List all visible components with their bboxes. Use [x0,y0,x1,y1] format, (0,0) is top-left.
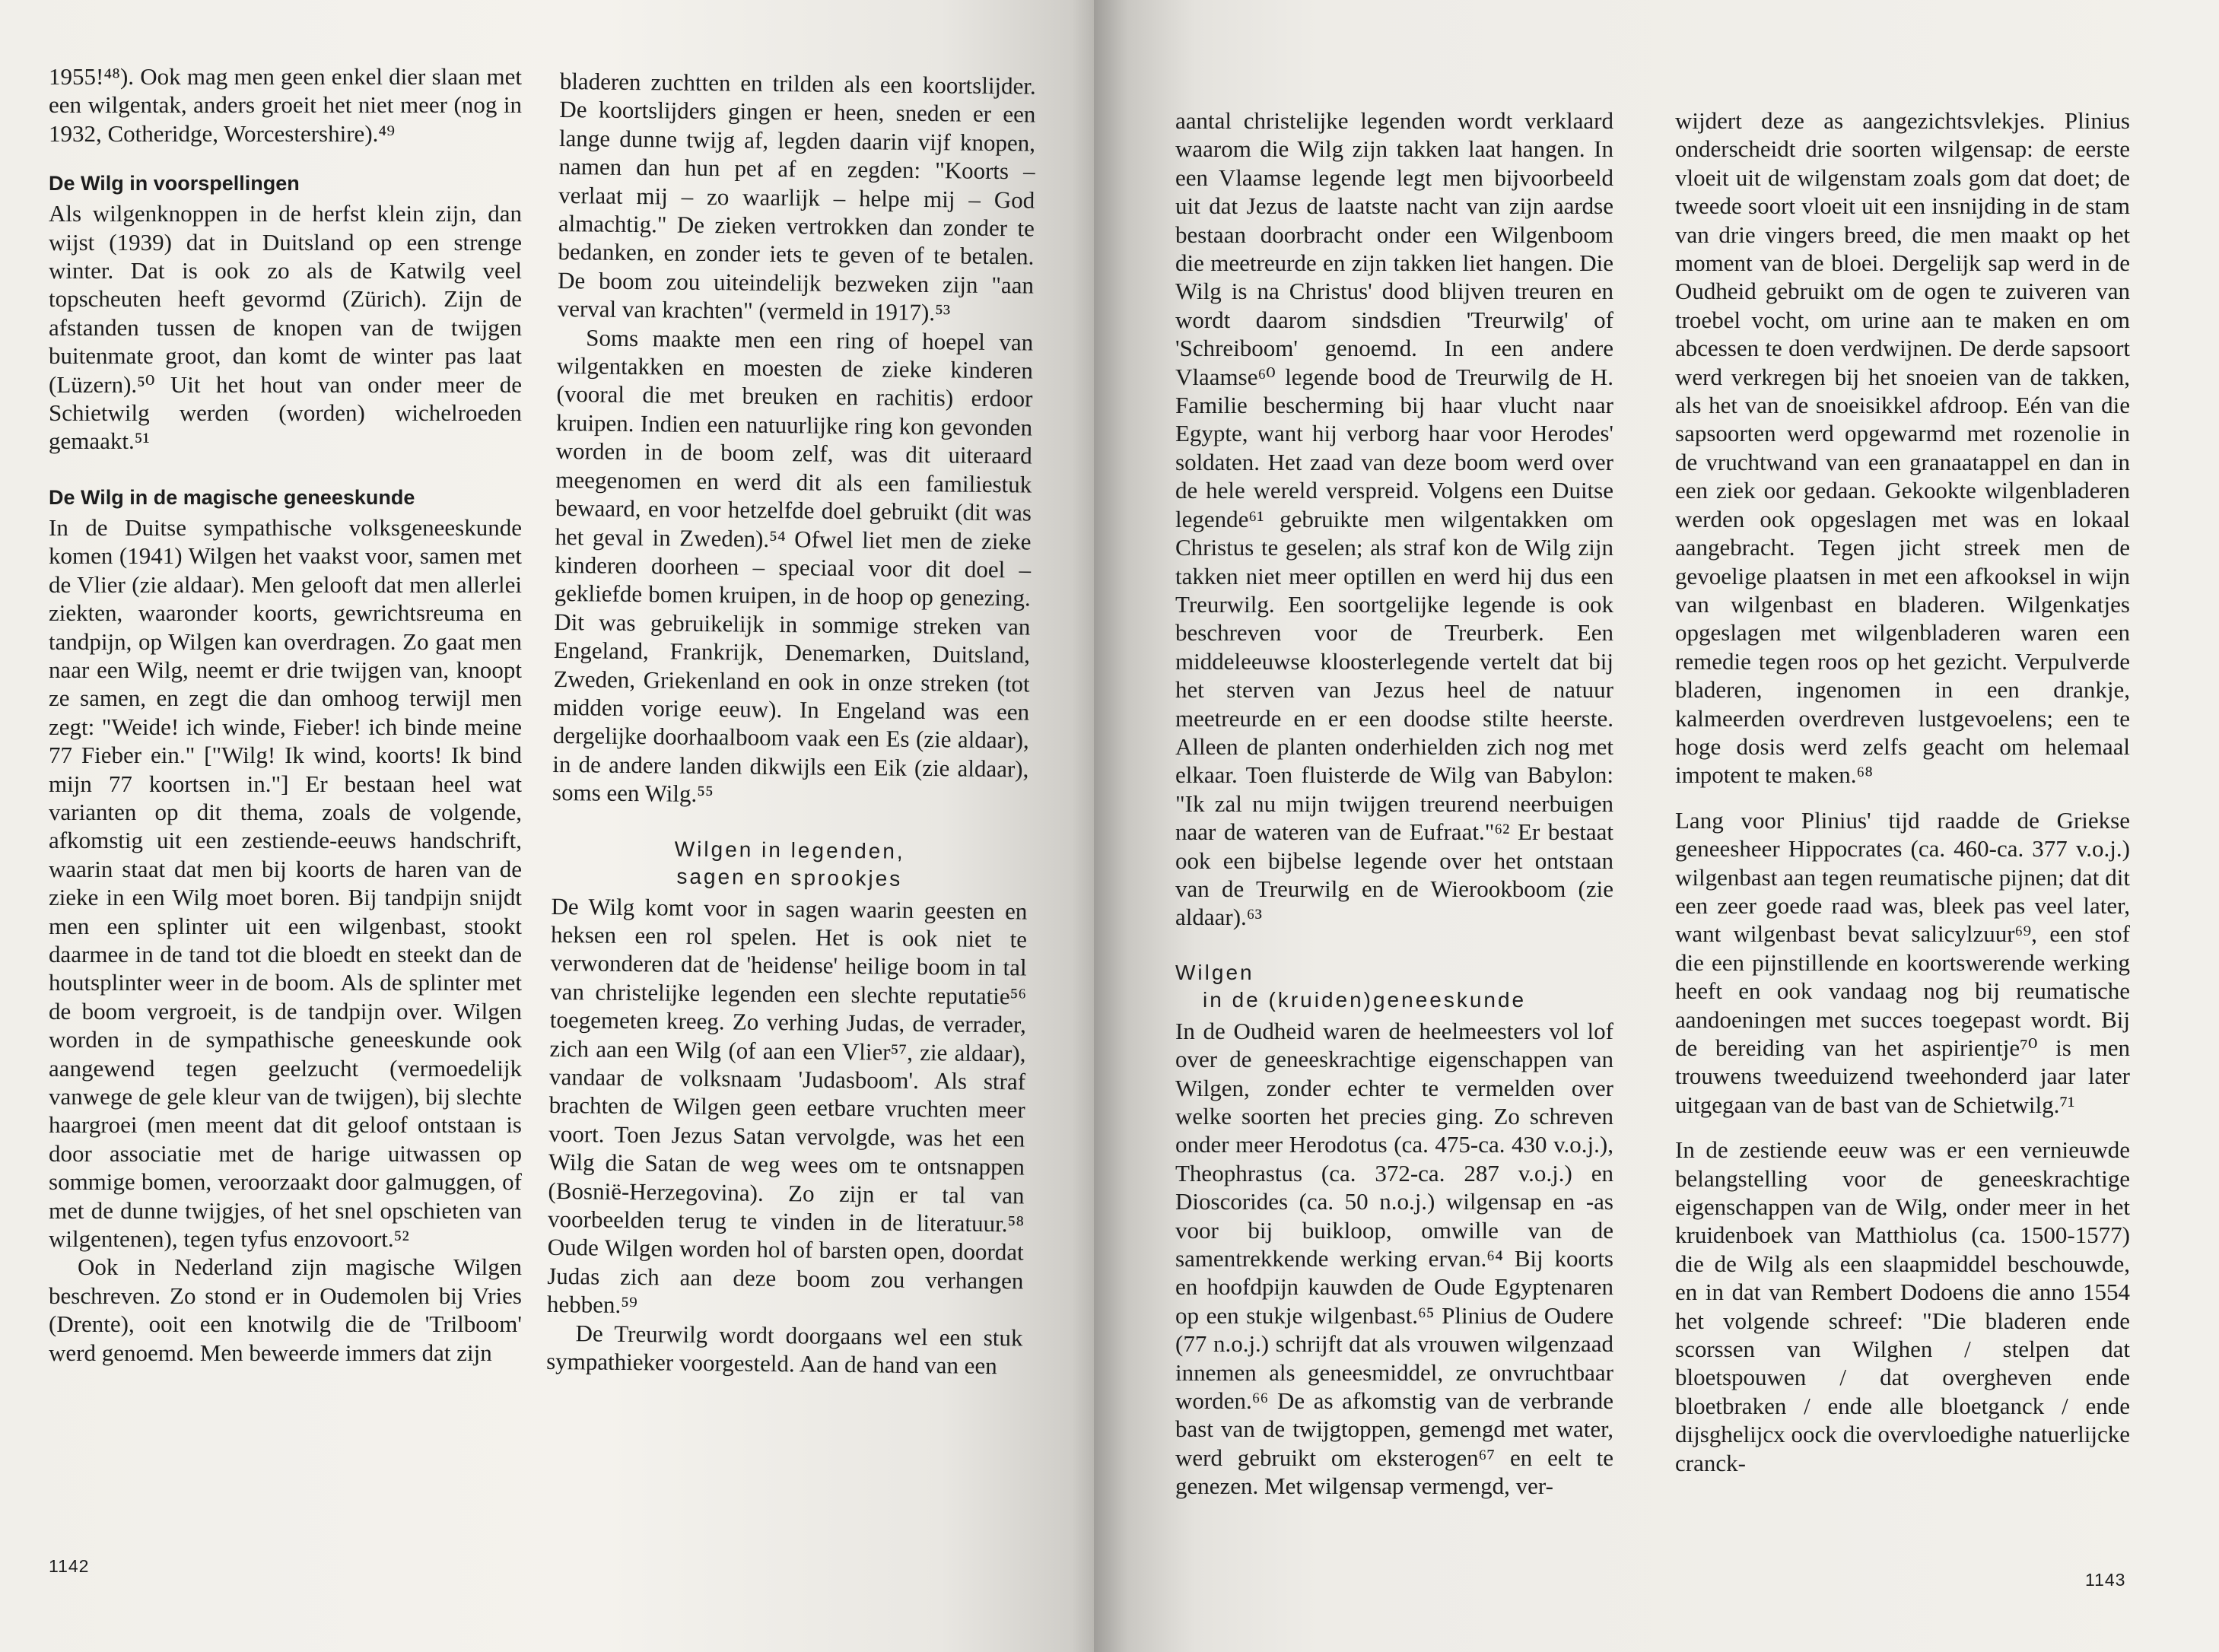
paragraph: De Treurwilg wordt doorgaans wel een stuk sympathieker voorgesteld. Aan de hand van een [545,1319,1023,1380]
paragraph: wijdert deze as aangezichtsvlekjes. Plinius onderscheidt drie soorten wilgensap: de eerste vloeit uit de wilgenstam zoals gom dat doet; de tweede soort vloeit uit een insnijding in de stam van drie vingers breed, die men maakt op het moment van de bloei. Dergelijk sap werd in de Oudheid gebruikt om de ogen te zuiveren van troebel vocht, om urine aan te maken en om abcessen te doen verdwijnen. De derde sapsoort werd verkregen bij het snoeien van de takken, als het van de snoeisikkel afdroop. Eén van die sapsoorten werd opgewarmd met rozenolie in de vruchtwand van een granaatappel en dan in een ziek oor gedaan. Gekookte wilgenbladeren werden ook opgeslagen met was en lokaal aangebracht. Tegen jicht streek men de gevoelige plaatsen in met een afkooksel in wijn van wilgenbast en bladeren. Wilgenkatjes opgeslagen met wilgenbladeren waren een remedie tegen roos op het gezicht. Verpulverde bladeren, ingenomen in een drankje, kalmeerden overdreven lustgevoelens; een te hoge dosis werd zelfs geacht om helemaal impotent te maken.⁶⁸ [1675,107,2130,789]
left-column-2 [546,67,1036,1380]
left-page [0,0,1094,1652]
chapter-heading-line-2: in de (kruiden)geneeskunde [1203,987,1527,1012]
chapter-heading-line-2: sagen en sprookjes [676,864,903,891]
paragraph: In de zestiende eeuw was er een vernieuwde belangstelling voor de geneeskrachtige eigenschappen van de Wilg, onder meer in het kruidenboek van Matthiolus (ca. 1500-1577) die de Wilg als een slaapmiddel beschouwde, en in dat van Rembert Dodoens die anno 1554 het volgende schreef: "Die bladeren ende scorssen van Wilghen / stelpen dat bloetspouwen / dat overgheven ende bloetbraken / ende alle bloetganck / ende dijsghelijcx oock die overvloedighe natuerlijcke cranck- [1675,1136,2130,1476]
section-heading: De Wilg in de magische geneeskunde [49,485,415,509]
paragraph: Ook in Nederland zijn magische Wilgen beschreven. Zo stond er in Oudemolen bij Vries (Drente), ooit een knotwilg die de 'Trilboom' werd genoemd. Men beweerde immers dat zijn [49,1253,522,1366]
page-number: 1143 [2085,1570,2126,1590]
paragraph: De Wilg komt voor in sagen waarin geesten en heksen een rol spelen. Het is ook niet te verwonderen dat de 'heidense' heilige boom in tal van christelijke legenden een slechte reputatie⁵⁶ toegemeten kreeg. Zo verhing Judas, de verrader, zich aan een Wilg (of aan een Vlier⁵⁷, zie aldaar), vandaar de volksnaam 'Judasboom'. Als straf brachten de Wilgen geen eetbare vruchten meer voort. Toen Jezus Satan vervolgde, was het een Wilg die Satan de weg wees om te ontsnappen (Bosnië-Herzegovina). Zo zijn er tal van voorbeelden terug te vinden in de literatuur.⁵⁸ Oude Wilgen worden hol of barsten open, doordat Judas zich aan deze boom zou verhangen hebben.⁵⁹ [546,892,1028,1319]
left-column-1 [49,62,522,1367]
paragraph: 1955!⁴⁸). Ook mag men geen enkel dier slaan met een wilgentak, anders groeit het niet meer (nog in 1932, Cotheridge, Worcestershire).⁴⁹ [49,63,522,147]
chapter-heading-line-1: Wilgen [1175,960,1254,984]
paragraph: In de Oudheid waren de heelmeesters vol lof over de geneeskrachtige eigenschappen van Wilgen, zonder echter te vermelden over welke soorten het precies ging. Zo schreven onder meer Herodotus (ca. 475-ca. 430 v.o.j.), Theophrastus (ca. 372-ca. 287 v.o.j.) en Dioscorides (ca. 50 n.o.j.) wilgensap en -as voor bij buikloop, omwille van de samentrekkende werking ervan.⁶⁴ Bij koorts en hoofdpijn kauwden de Oude Egyptenaren op een stukje wilgenbast.⁶⁵ Plinius de Oudere (77 n.o.j.) schrijft dat als vrouwen wilgenzaad innemen als geneesmiddel, ze onvruchtbaar worden.⁶⁶ De as afkomstig van de verbrande bast van de twijgtoppen, gemengd met water, werd gebruikt om eksterogen⁶⁷ en eelt te genezen. Met wilgensap vermengd, ver- [1175,1017,1613,1500]
chapter-heading-line-1: Wilgen in legenden, [674,837,905,863]
paragraph: bladeren zuchtten en trilden als een koortslijder. De koortslijders gingen er heen, sneden er een lange dunne twijg af, legden daarin vijf knopen, namen dan hun pet af en zegden: "Koorts – verlaat mij – zo waarlijk – helpe mij – God almachtig." De zieken vertrokken dan zonder te bedanken, en zonder iets te geven of te betalen. De boom zou uiteindelijk bezweken zijn "aan verval van krachten" (vermeld in 1917).⁵³ [557,67,1036,326]
page-number: 1142 [49,1556,90,1576]
paragraph: In de Duitse sympathische volksgeneeskunde komen (1941) Wilgen het vaakst voor, samen met de Vlier (zie aldaar). Men gelooft dat men allerlei ziekten, waaronder koorts, gewrichtsreuma en tandpijn, op Wilgen kan overdragen. Zo gaat men naar een Wilg, neemt er drie twijgen van, knoopt ze samen, en zegt die dan omhoog terwijl men zegt: "Weide! ich winde, Fieber! ich binde meine 77 Fieber ein." ["Wilg! Ik wind, koorts! Ik bind mijn 77 koortsen in."] Er bestaan heel wat varianten op dit thema, zoals de volgende, afkomstig uit een zestiende-eeuws handschrift, waarin staat dat men bij koorts de haren van de zieke in een Wilg moet boren. Bij tandpijn snijdt men een splinter uit een wilgenbast, stookt daarmee in de tand tot die bloedt en steekt dan de houtsplinter weer in de boom. Als de splinter met de boom vergroeit, is de tandpijn over. Wilgen worden in de sympathische geneeskunde ook aangewend tegen geelzucht (vermoedelijk vanwege de gele kleur van de twijgen), bij slechte haargroei (men meent dat dit geloof ontstaan is door associatie met de harige uitwassen op sommige bomen, veroorzaakt door galmuggen, of met de dunne twijgjes, of het snel opschieten van wilgentenen), tegen tyfus enzovoort.⁵² [49,513,522,1253]
right-column-1 [1175,106,1613,1501]
paragraph: aantal christelijke legenden wordt verklaard waarom die Wilg zijn takken laat hangen. In een Vlaamse legende legt men bijvoorbeeld uit dat Jezus de laatste nacht van zijn aardse bestaan doorbracht onder een Wilgenboom die meetreurde en zijn takken liet hangen. Die Wilg is na Christus' dood blijven treuren en wordt daarom sindsdien 'Treurwilg' of 'Schreiboom' genoemd. In een andere Vlaamse⁶⁰ legende bood de Treurwilg de H. Familie bescherming bij haar vlucht naar Egypte, want hij verborg haar voor Herodes' soldaten. Het zaad van deze boom werd over de hele wereld verspreid. Volgens een Duitse legende⁶¹ gebruikte men wilgentakken om Christus te geselen; als straf kon de Wilg zijn takken niet meer optillen en werd hij dus een Treurwilg. Een soortgelijke legende is ook beschreven voor de Treurberk. Een middeleeuwse kloosterlegende vertelt dat bij het sterven van Jezus heel de natuur meetreurde en er een doodse stilte heerste. Alleen de planten onderhielden zich nog met elkaar. Toen fluisterde de Wilg van Babylon: "Ik zal nu mijn twijgen treurend neerbuigen naar de wateren van de Eufraat."⁶² Er bestaat ook een bijbelse legende over het ontstaan van de Treurwilg en de Wierookboom (zie aldaar).⁶³ [1175,107,1613,931]
right-column-2 [1675,106,2130,1477]
paragraph: Lang voor Plinius' tijd raadde de Griekse geneesheer Hippocrates (ca. 460-ca. 377 v.o.j.) wilgenbast aan tegen reumatische pijnen; dat dit een zeer goede raad was, bleek pas veel later, want wilgenbast bevat salicylzuur⁶⁹, een stof die een pijnstillende en koortswerende werking heeft en ook vandaag nog bij reumatische aandoeningen met succes toegepast wordt. Bij de bereiding van het aspirientje⁷⁰ is men trouwens tweeduizend tweehonderd jaar later uitgegaan van de bast van de Schietwilg.⁷¹ [1675,806,2130,1118]
right-page [1094,0,2219,1652]
chapter-heading [1175,959,1613,1014]
section-heading: De Wilg in voorspellingen [49,172,300,195]
chapter-heading [552,834,1028,894]
paragraph: Soms maakte men een ring of hoepel van wilgentakken en moesten de zieke kinderen (vooral die met breuken en rachitis) erdoor kruipen. Indien een natuurlijke ring kon gevonden worden in de boom zelf, was dit uiteraard meegenomen en werd dit als een familiestuk bewaard, en voor hetzelfde doel gebruikt (dit was het geval in Zweden).⁵⁴ Ofwel liet men de zieke kinderen doorheen – speciaal voor dit doel – gekliefde bomen kruipen, in de hoop op genezing. Dit was gebruikelijk in sommige streken van Engeland, Frankrijk, Denemarken, Duitsland, Zweden, Griekenland en ook in onze streken (tot midden vorige eeuw). In Engeland was een dergelijke doorhaalboom vaak een Es (zie aldaar), in de andere landen dikwijls een Eik (zie aldaar), soms een Wilg.⁵⁵ [552,324,1034,808]
paragraph: Als wilgenknoppen in de herfst klein zijn, dan wijst (1939) dat in Duitsland op een strenge winter. Dat is ook zo als de Katwilg veel topscheuten heeft gevormd (Zürich). Zijn de afstanden tussen de knopen van de twijgen buitenmate groot, dan komt de winter pas laat (Lüzern).⁵⁰ Uit het hout van onder meer de Schietwilg werden (worden) wichelroeden gemaakt.⁵¹ [49,200,522,455]
